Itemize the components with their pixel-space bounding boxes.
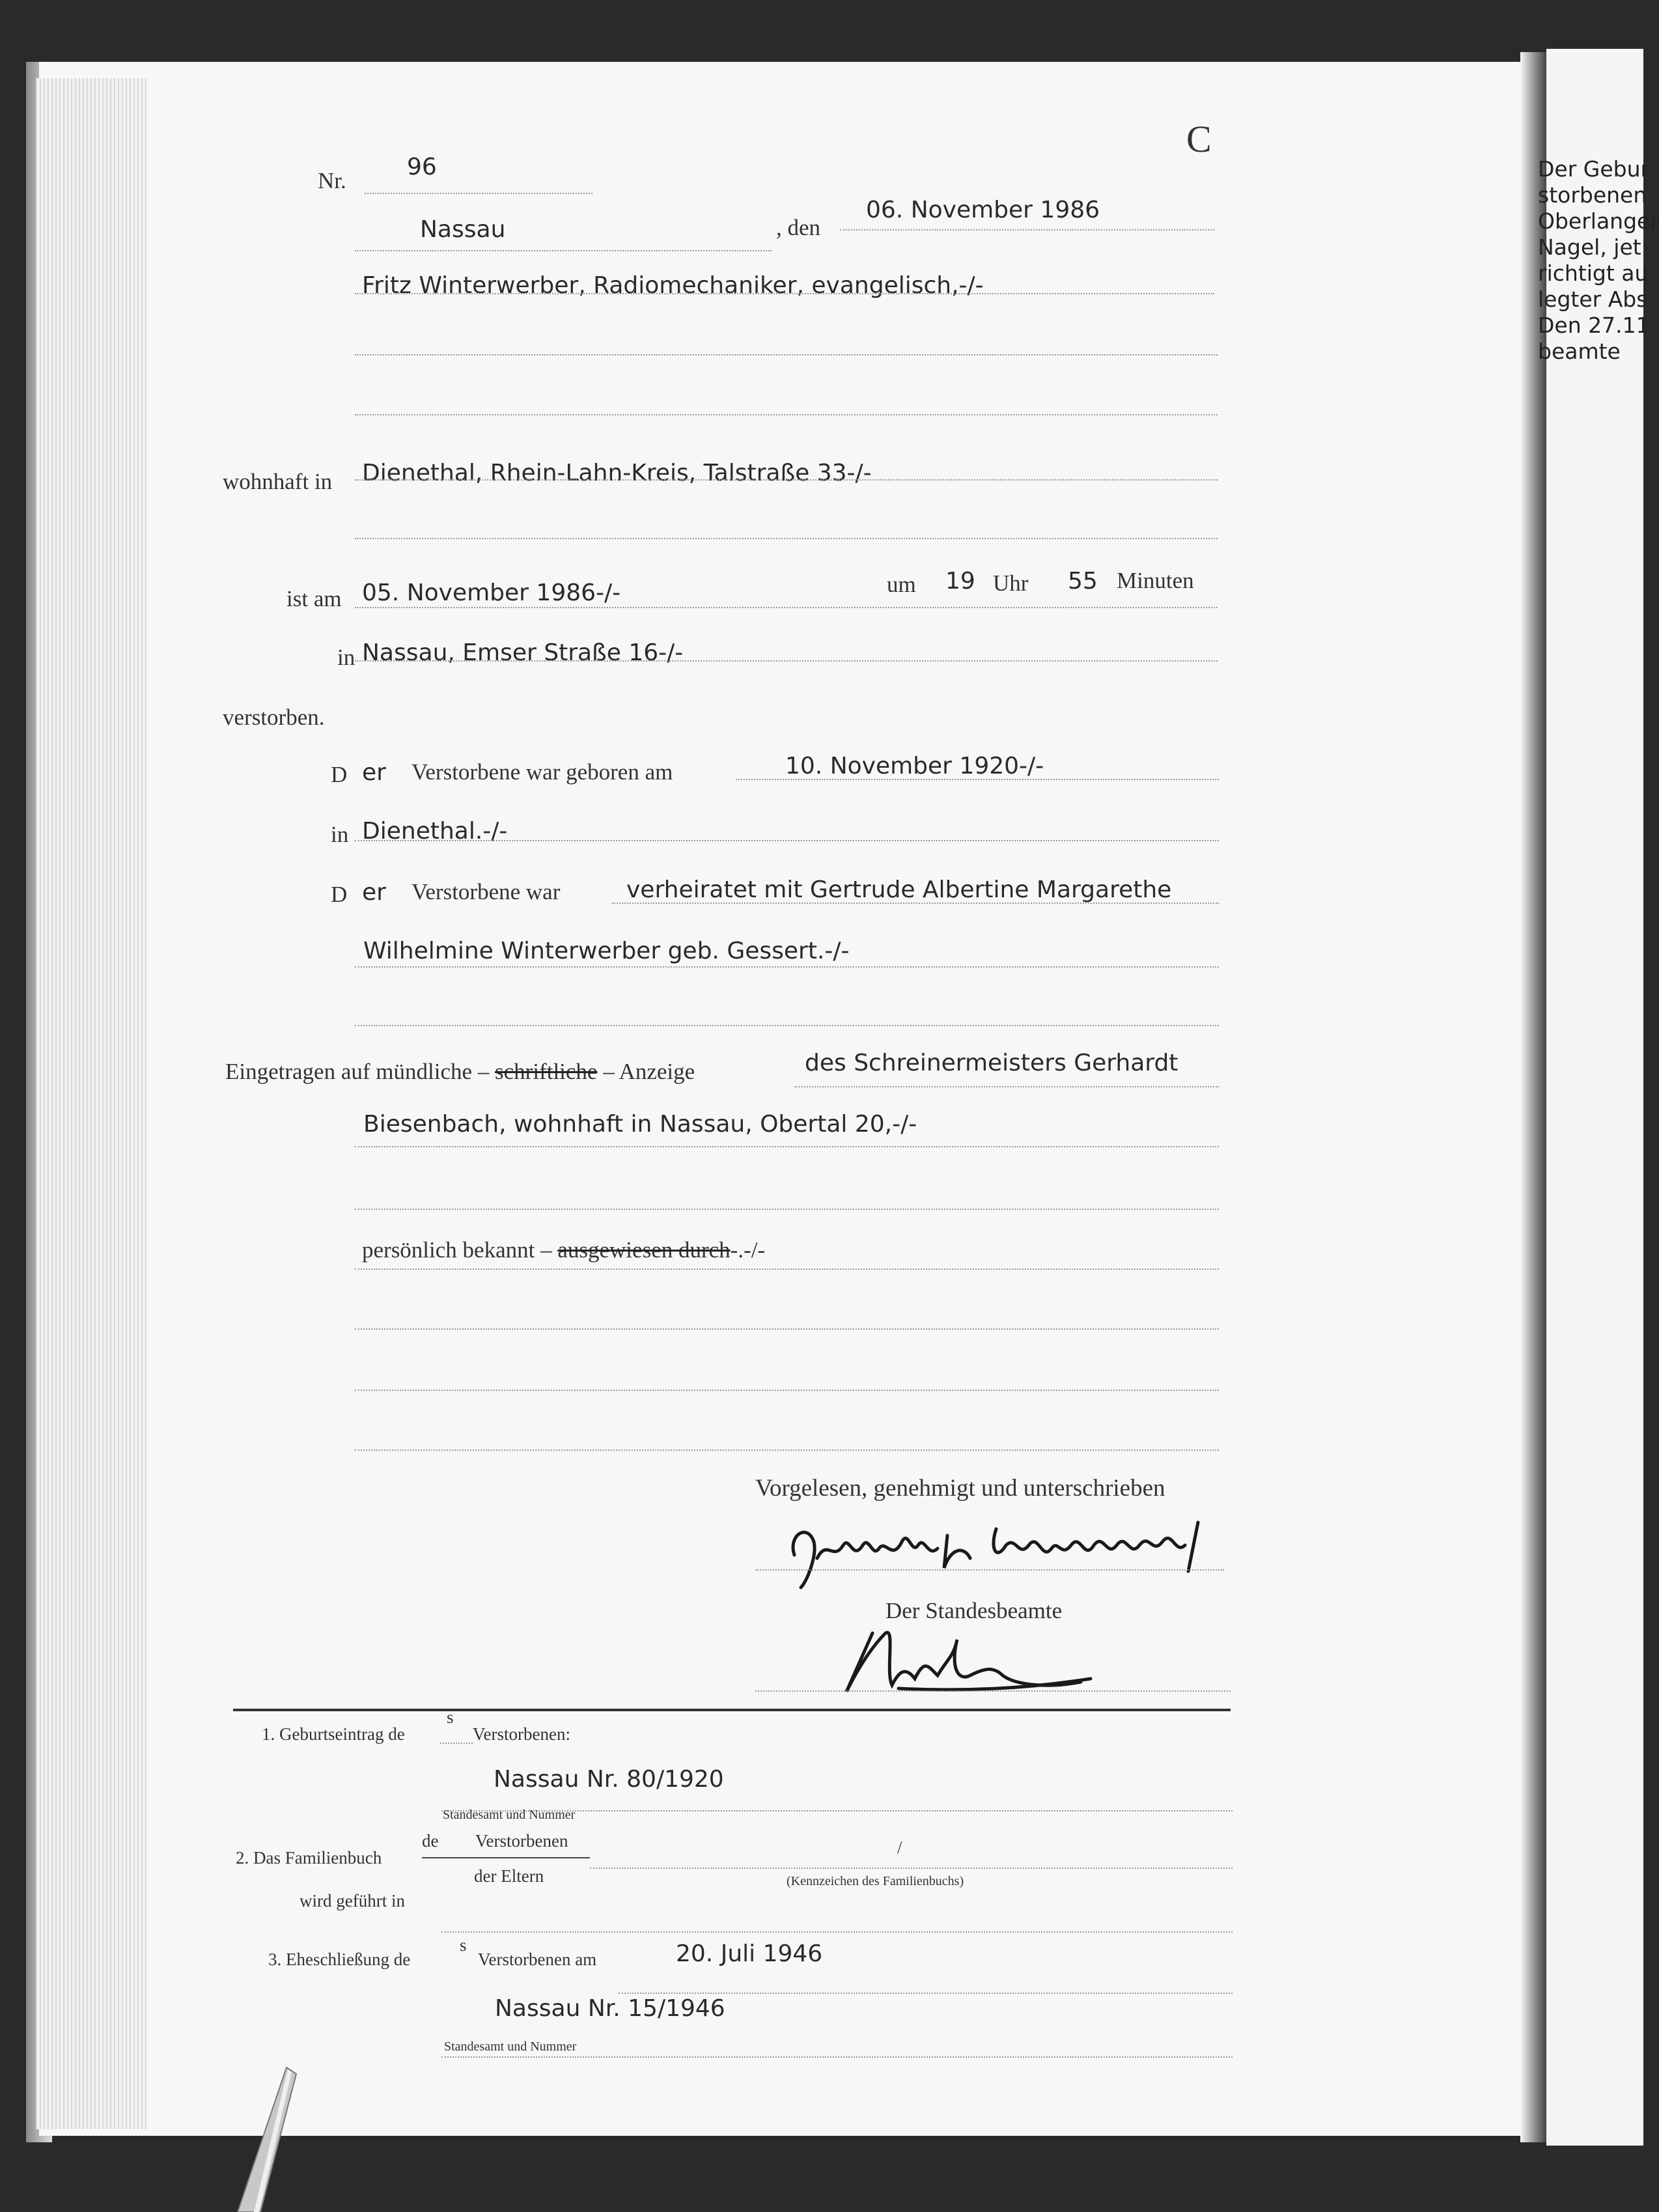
item3-s: s: [460, 1935, 467, 1955]
blank-line: [355, 414, 1218, 415]
right-page-line: legter Abs: [1538, 287, 1648, 312]
item2-verstorbenen: Verstorbenen: [475, 1831, 568, 1851]
blank-line: [355, 1209, 1219, 1210]
blank-line: [355, 1449, 1219, 1451]
read-approved-label: Vorgelesen, genehmigt und unterschrieben: [755, 1475, 1165, 1502]
verstorben-label: verstorben.: [223, 705, 325, 730]
marital-line1: [612, 903, 1219, 904]
person-value: Fritz Winterwerber, Radiomechaniker, evangelisch,-/-: [362, 272, 984, 299]
nr-line: [365, 193, 592, 194]
item3-line: [441, 2056, 1233, 2058]
marital-text: Verstorbene war: [411, 879, 561, 904]
informant-line2: Biesenbach, wohnhaft in Nassau, Obertal 20,-/-: [363, 1111, 917, 1138]
footer-divider: [233, 1709, 1231, 1711]
item3-date-line: [619, 1993, 1233, 1994]
standesamt-nummer-caption-2: Standesamt und Nummer: [444, 2039, 577, 2054]
right-page-line: storbenen: [1538, 182, 1647, 208]
marital-er: er: [362, 879, 386, 906]
marital-value-line2: Wilhelmine Winterwerber geb. Gessert.-/-: [363, 938, 850, 964]
informant-line2-rule: [355, 1146, 1219, 1147]
item2-kennzeichen: (Kennzeichen des Familienbuchs): [787, 1874, 964, 1888]
book-gutter: [1520, 52, 1546, 2142]
place-line: [355, 250, 772, 251]
marital-line2: [355, 966, 1219, 968]
item3-label: 3. Eheschließung de: [268, 1950, 411, 1969]
hour-value: 19: [945, 568, 975, 595]
date-line: [840, 229, 1214, 231]
birth-place-value: Dienethal.-/-: [362, 818, 508, 845]
place-value: Nassau: [420, 216, 506, 243]
item2-divider: [422, 1857, 590, 1858]
blank-line: [355, 354, 1218, 356]
date-value: 06. November 1986: [866, 197, 1100, 223]
item2-wird: wird geführt in: [300, 1891, 405, 1911]
registrar-label: Der Standesbeamte: [885, 1598, 1063, 1623]
item3-value: Nassau Nr. 15/1946: [495, 1995, 725, 2022]
birth-date-line: [736, 779, 1219, 780]
death-date-value: 05. November 1986-/-: [362, 580, 621, 606]
residence-value: Dienethal, Rhein-Lahn-Kreis, Talstraße 33-/-: [362, 460, 872, 486]
death-place-value: Nassau, Emser Straße 16-/-: [362, 639, 684, 666]
registration-label: Eingetragen auf mündliche – schriftliche – Anzeige: [225, 1059, 695, 1084]
item1-suffix: Verstorbenen:: [473, 1724, 570, 1744]
marital-value-line1: verheiratet mit Gertrude Albertine Margarethe: [626, 876, 1172, 903]
blank-line: [355, 1328, 1219, 1330]
right-page-line: Den 27.11: [1538, 313, 1650, 338]
item2-de: de: [422, 1831, 439, 1851]
death-in-label: in: [337, 645, 356, 670]
registrar-signature-line: [755, 1690, 1231, 1692]
page-edge-stack: [36, 78, 146, 2129]
death-date-line: [355, 607, 1218, 608]
death-place-line: [355, 660, 1218, 662]
informant-line1-rule: [794, 1086, 1219, 1087]
minutes-value: 55: [1068, 568, 1098, 595]
nr-label: Nr.: [318, 168, 346, 193]
nr-value: 96: [407, 154, 437, 180]
item1-value: Nassau Nr. 80/1920: [494, 1766, 724, 1793]
pen-object: [234, 2064, 306, 2212]
den-label: , den: [776, 215, 821, 240]
birth-er: er: [362, 759, 386, 786]
registrar-signature: [833, 1620, 1107, 1705]
residence-label: wohnhaft in: [223, 469, 333, 494]
item1-label: 1. Geburtseintrag de: [262, 1724, 405, 1744]
um-label: um: [887, 572, 916, 597]
birth-place-line: [355, 840, 1219, 841]
right-page-line: Oberlanger: [1538, 208, 1659, 234]
informant-signature: [781, 1509, 1276, 1594]
minuten-label: Minuten: [1117, 568, 1194, 593]
birth-d-label: D: [331, 762, 348, 787]
item2-wird-line: [441, 1931, 1233, 1933]
item3-suffix: Verstorbenen am: [478, 1950, 597, 1969]
uhr-label: Uhr: [993, 570, 1029, 596]
item2-slash: /: [897, 1838, 902, 1857]
informant-signature-line: [755, 1569, 1224, 1571]
page-letter: C: [1186, 118, 1212, 160]
ist-am-label: ist am: [286, 586, 342, 611]
item3-date: 20. Juli 1946: [676, 1940, 823, 1967]
item1-de-line: [440, 1743, 473, 1744]
right-page-line: richtigt au: [1538, 260, 1649, 286]
item1-s: s: [447, 1707, 454, 1727]
informant-line1: des Schreinermeisters Gerhardt: [805, 1050, 1178, 1076]
standesamt-nummer-caption: Standesamt und Nummer: [443, 1808, 576, 1822]
person-line: [355, 293, 1214, 294]
right-page-line: beamte: [1538, 339, 1621, 364]
right-page-line: Der Gebur: [1538, 156, 1650, 182]
item2-label: 2. Das Familienbuch: [236, 1848, 382, 1868]
item2-eltern: der Eltern: [474, 1866, 544, 1886]
birth-in-label: in: [331, 822, 349, 847]
right-page-line: Nagel, jet: [1538, 234, 1641, 260]
item2-line: [590, 1868, 1233, 1869]
document-page: [39, 62, 1543, 2136]
residence-line: [355, 479, 1218, 481]
birth-date-value: 10. November 1920-/-: [785, 753, 1044, 779]
identity-label: persönlich bekannt – ausgewiesen durch-.-/-: [362, 1237, 766, 1263]
blank-line: [355, 1025, 1219, 1026]
blank-line: [355, 538, 1218, 539]
birth-text: Verstorbene war geboren am: [411, 759, 673, 785]
marital-d-label: D: [331, 882, 348, 907]
identity-line: [355, 1268, 1219, 1270]
blank-line: [355, 1390, 1219, 1391]
